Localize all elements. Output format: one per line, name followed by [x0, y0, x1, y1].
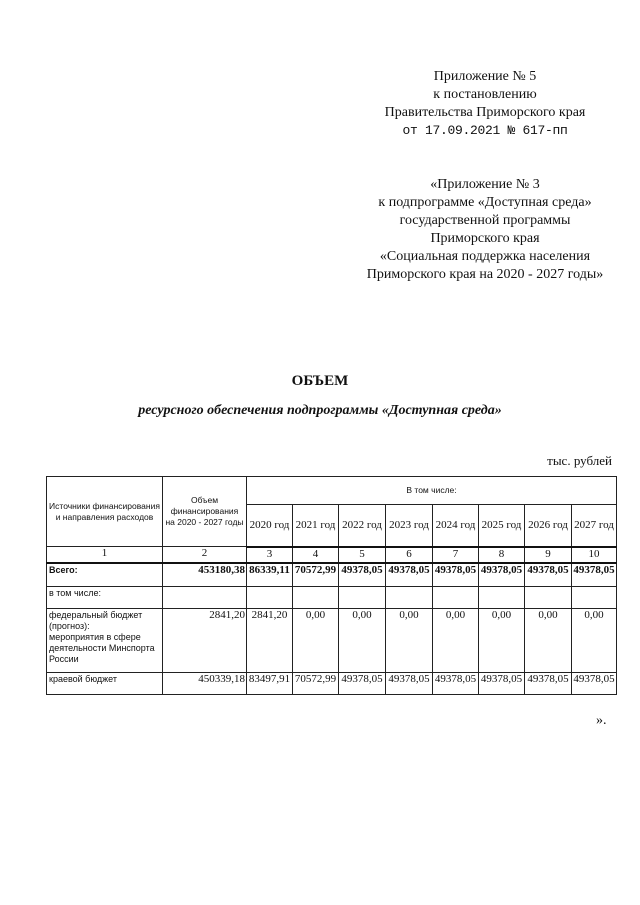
cell-value: 83497,91: [247, 673, 293, 695]
federal-budget-label: федеральный бюджет (прогноз):: [49, 610, 143, 631]
closing-quote: ».: [596, 713, 607, 728]
cell-value: 0,00: [479, 609, 525, 673]
year-2024: 2024 год: [433, 505, 479, 547]
row-label-federal: [47, 609, 163, 673]
column-number: 6: [386, 547, 433, 563]
cell-value: 86339,11: [247, 563, 293, 587]
row-total: 2841,20: [163, 609, 247, 673]
cell-value: 49378,05: [572, 673, 617, 695]
cell-value: 0,00: [572, 609, 617, 673]
cell-value: 49378,05: [525, 673, 572, 695]
column-number: 4: [293, 547, 339, 563]
cell-value: 49378,05: [386, 563, 433, 587]
row-total: 453180,38: [163, 563, 247, 587]
year-2020: 2020 год: [247, 505, 293, 547]
year-2022: 2022 год: [339, 505, 386, 547]
table-header-row: [47, 477, 617, 505]
column-number: 5: [339, 547, 386, 563]
cell-value: 70572,99: [293, 673, 339, 695]
cell-value: 0,00: [525, 609, 572, 673]
cell-value: [386, 587, 433, 609]
to-subprogram: к подпрограмме «Доступная среда»: [378, 195, 592, 210]
cell-value: [525, 587, 572, 609]
year-2025: 2025 год: [479, 505, 525, 547]
subprogram-header: [340, 176, 630, 284]
column-number: 7: [433, 547, 479, 563]
cell-value: 0,00: [386, 609, 433, 673]
col-source-header: Источники финансирования и направления расходов: [47, 477, 163, 547]
state-program: государственной программы: [399, 213, 571, 228]
units-label: тыс. рублей: [547, 453, 612, 468]
row-label: краевой бюджет: [47, 673, 163, 695]
year-2021: 2021 год: [293, 505, 339, 547]
column-number: 3: [247, 547, 293, 563]
col-including-header: В том числе:: [247, 477, 617, 505]
table-row-regional: [47, 673, 617, 695]
region-name: Приморского края: [430, 231, 540, 246]
cell-value: [339, 587, 386, 609]
funding-table: [46, 476, 617, 695]
table-row-total: [47, 563, 617, 587]
col-total-header: Объем финансирования на 2020 - 2027 годы: [163, 477, 247, 547]
cell-value: [247, 587, 293, 609]
table-row-federal: [47, 609, 617, 673]
year-2023: 2023 год: [386, 505, 433, 547]
program-title-line2: Приморского края на 2020 - 2027 годы»: [366, 267, 604, 282]
year-2027: 2027 год: [572, 505, 617, 547]
government-name: Правительства Приморского края: [384, 105, 586, 120]
column-number: 8: [479, 547, 525, 563]
row-total: 450339,18: [163, 673, 247, 695]
document-subtitle: ресурсного обеспечения подпрограммы «Доступная среда»: [138, 403, 502, 418]
appendix-number: Приложение № 5: [433, 69, 537, 84]
column-number: 2: [163, 547, 247, 563]
federal-activities-label: мероприятия в сфере деятельности Минспорта России: [49, 632, 155, 664]
row-total: [163, 587, 247, 609]
row-label: в том числе:: [47, 587, 163, 609]
table-row-including: [47, 587, 617, 609]
cell-value: 49378,05: [339, 673, 386, 695]
appendix-3: «Приложение № 3: [430, 177, 540, 192]
cell-value: [433, 587, 479, 609]
cell-value: 49378,05: [339, 563, 386, 587]
cell-value: 2841,20: [247, 609, 293, 673]
cell-value: 49378,05: [479, 673, 525, 695]
program-title-line1: «Социальная поддержка населения: [379, 249, 591, 264]
cell-value: 49378,05: [386, 673, 433, 695]
cell-value: [479, 587, 525, 609]
year-2026: 2026 год: [525, 505, 572, 547]
numbering-row: [47, 547, 617, 563]
column-number: 1: [47, 547, 163, 563]
cell-value: 49378,05: [525, 563, 572, 587]
document-title: ОБЪЕМ: [291, 373, 349, 389]
approval-header: [340, 68, 630, 140]
column-number: 9: [525, 547, 572, 563]
cell-value: 0,00: [339, 609, 386, 673]
column-number: 10: [572, 547, 617, 563]
cell-value: 49378,05: [433, 673, 479, 695]
cell-value: 70572,99: [293, 563, 339, 587]
cell-value: [572, 587, 617, 609]
cell-value: [293, 587, 339, 609]
cell-value: 0,00: [293, 609, 339, 673]
cell-value: 49378,05: [479, 563, 525, 587]
to-resolution: к постановлению: [433, 87, 537, 102]
cell-value: 0,00: [433, 609, 479, 673]
resolution-date: от 17.09.2021 № 617-пп: [402, 123, 568, 138]
cell-value: 49378,05: [572, 563, 617, 587]
cell-value: 49378,05: [433, 563, 479, 587]
row-label: Всего:: [47, 563, 163, 587]
